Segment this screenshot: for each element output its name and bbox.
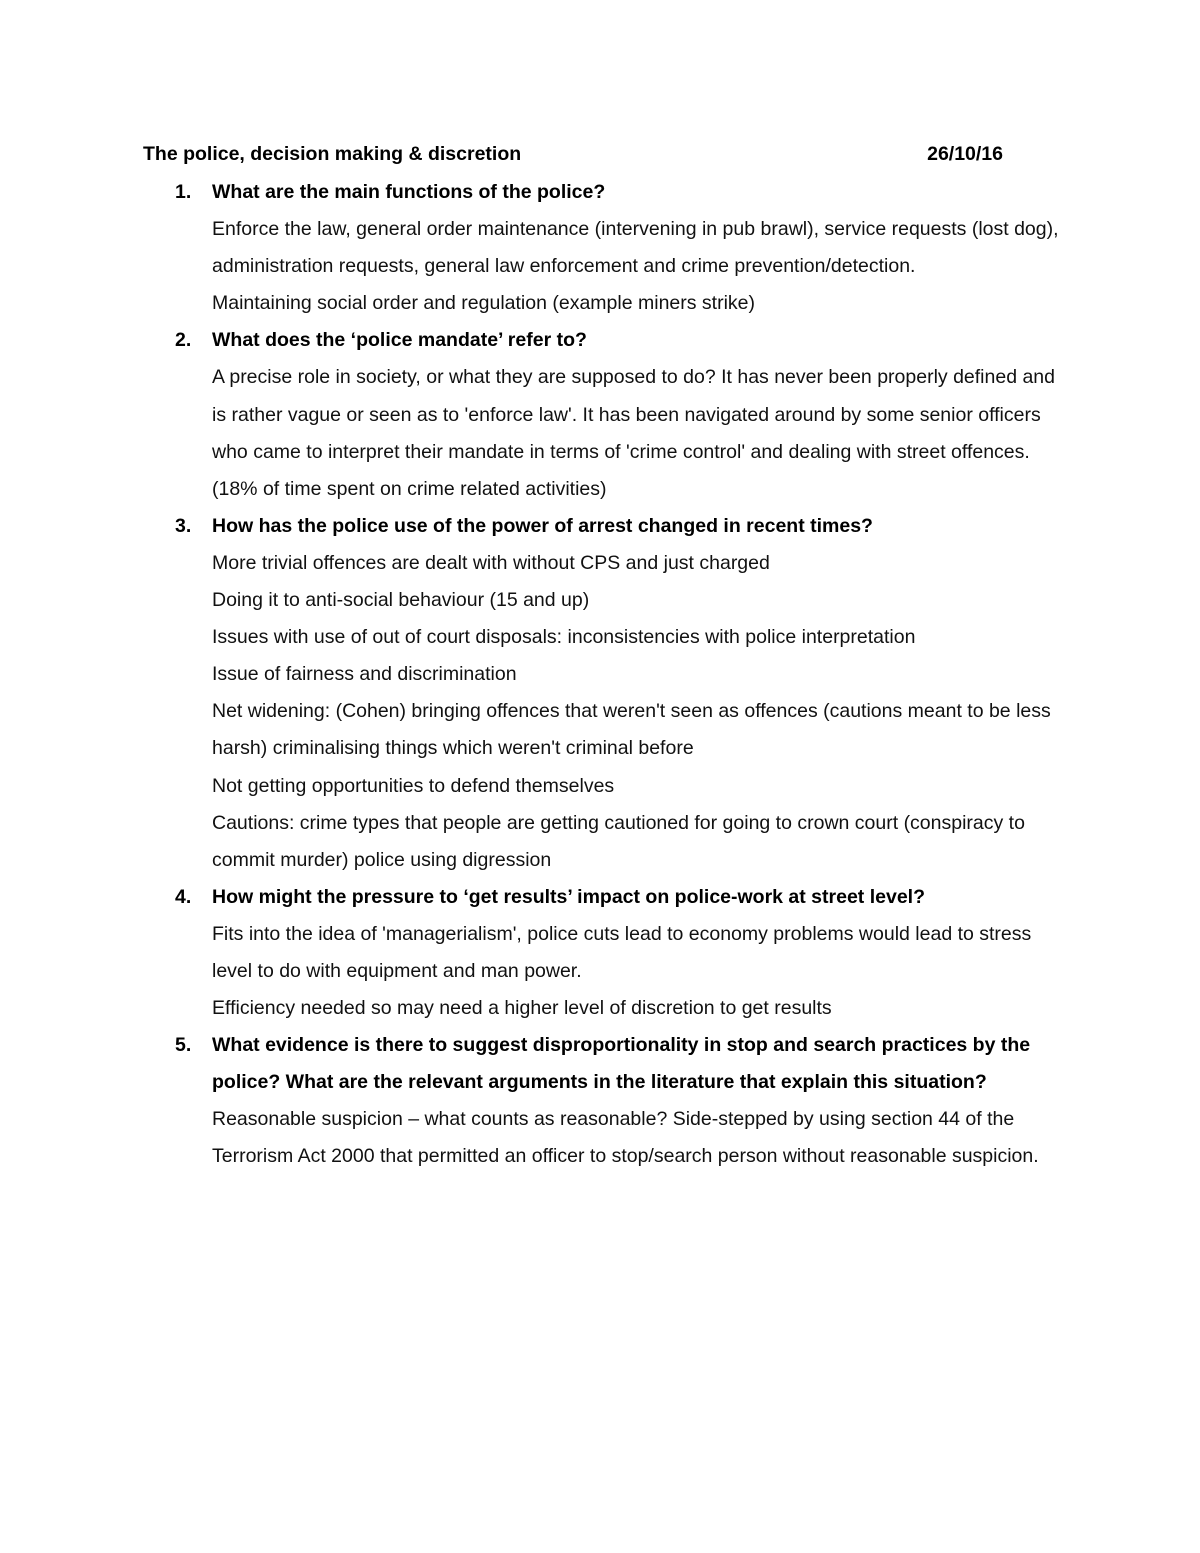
question-item	[143, 322, 1063, 507]
document-header	[143, 139, 1003, 169]
answer-text: Enforce the law, general order maintenance (intervening in pub brawl), service requests (lost dog), administration requests, general law enforcement and crime prevention/detection.	[212, 218, 1059, 278]
question-item	[143, 1027, 1063, 1175]
answer-text: Efficiency needed so may need a higher level of discretion to get results	[212, 997, 832, 1020]
question-text: What does the ‘police mandate’ refer to?	[212, 329, 587, 352]
question-number: 4.	[175, 885, 192, 908]
question-text: What are the main functions of the police?	[212, 181, 606, 203]
question-item	[143, 174, 1063, 322]
question-item	[143, 879, 1063, 1027]
answer-text: Maintaining social order and regulation (example miners strike)	[212, 292, 756, 315]
answer-text: More trivial offences are dealt with without CPS and just charged	[212, 551, 770, 574]
answer-text: Not getting opportunities to defend themselves	[212, 774, 615, 797]
answer-text: Reasonable suspicion – what counts as reasonable? Side-stepped by using section 44 of the Terrorism Act 2000 that permitted an officer to stop/search person without reasonable suspicion.	[212, 1108, 1039, 1168]
document-title: The police, decision making & discretion	[143, 143, 522, 165]
document-date: 26/10/16	[927, 143, 1003, 165]
answer-text: Net widening: (Cohen) bringing offences that weren't seen as offences (cautions meant to be less harsh) criminalising things which weren't criminal before	[212, 700, 1051, 760]
question-item	[143, 508, 1063, 879]
question-number: 2.	[175, 329, 192, 352]
answer-text: Doing it to anti-social behaviour (15 and up)	[212, 589, 590, 612]
question-text: What evidence is there to suggest disproportionality in stop and search practices by the police? What are the relevant arguments in the literature that explain this situation?	[212, 1034, 1031, 1094]
answer-text: (18% of time spent on crime related activities)	[212, 477, 607, 500]
question-number: 5.	[175, 1034, 192, 1057]
answer-text: Fits into the idea of 'managerialism', police cuts lead to economy problems would lead to stress level to do with equipment and man power.	[212, 922, 1032, 982]
question-number: 3.	[175, 514, 192, 537]
answer-text: A precise role in society, or what they are supposed to do? It has never been properly defined and is rather vague or seen as to 'enforce law'. It has been navigated around by some senior officers who came to interpret their mandate in terms of 'crime control' and dealing with street offences.	[212, 366, 1055, 463]
question-number: 1.	[175, 181, 192, 203]
answer-text: Issues with use of out of court disposals: inconsistencies with police interpretation	[212, 626, 916, 649]
question-text: How might the pressure to ‘get results’ impact on police-work at street level?	[212, 885, 925, 908]
answer-text: Issue of fairness and discrimination	[212, 663, 517, 686]
answer-text: Cautions: crime types that people are getting cautioned for going to crown court (conspiracy to commit murder) police using digression	[212, 811, 1025, 871]
question-text: How has the police use of the power of arrest changed in recent times?	[212, 514, 873, 537]
question-list	[143, 174, 1063, 1176]
